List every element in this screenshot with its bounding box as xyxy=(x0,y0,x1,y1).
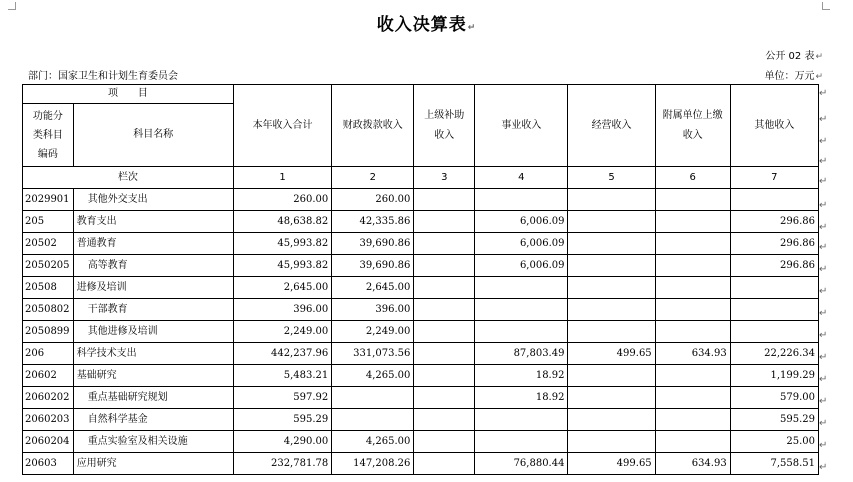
subject-name-cell: 其他外交支出 xyxy=(73,189,233,211)
col-num-2: 2 xyxy=(332,167,414,189)
value-cell-col-3 xyxy=(414,233,475,255)
subject-name-cell: 重点实验室及相关设施 xyxy=(73,431,233,453)
subject-name-cell: 重点基础研究规划 xyxy=(73,387,233,409)
value-cell-col-4 xyxy=(475,277,568,299)
value-cell-col-3 xyxy=(414,299,475,321)
value-cell-col-4 xyxy=(475,299,568,321)
table-row xyxy=(23,277,819,299)
col-num-5: 5 xyxy=(568,167,655,189)
value-cell-col-7: 296.86 xyxy=(730,233,818,255)
subject-name-cell: 基础研究 xyxy=(73,365,233,387)
func-code-cell: 2050205 xyxy=(23,255,74,277)
value-cell-col-5 xyxy=(568,409,655,431)
value-cell-col-3 xyxy=(414,387,475,409)
value-cell-col-4 xyxy=(475,321,568,343)
paragraph-mark: ↵ xyxy=(819,308,828,319)
form-number: 公开 02 表↵ xyxy=(765,51,823,62)
table-row xyxy=(23,431,819,453)
value-cell-col-6: 634.93 xyxy=(655,343,730,365)
crop-mark-top-left xyxy=(8,2,16,10)
paragraph-mark: ↵ xyxy=(819,418,828,429)
paragraph-mark: ↵ xyxy=(819,264,828,275)
value-cell-col-6 xyxy=(655,211,730,233)
table-row xyxy=(23,233,819,255)
value-cell-col-2: 396.00 xyxy=(332,299,414,321)
value-cell-col-5 xyxy=(568,211,655,233)
value-cell-col-1: 232,781.78 xyxy=(233,453,331,475)
subject-name-cell: 应用研究 xyxy=(73,453,233,475)
value-cell-col-4: 18.92 xyxy=(475,365,568,387)
col-num-6: 6 xyxy=(655,167,730,189)
value-cell-col-7 xyxy=(730,277,818,299)
value-cell-col-5 xyxy=(568,189,655,211)
table-row xyxy=(23,453,819,475)
subject-name-cell: 自然科学基金 xyxy=(73,409,233,431)
value-cell-col-3 xyxy=(414,365,475,387)
value-cell-col-3 xyxy=(414,277,475,299)
value-cell-col-5 xyxy=(568,233,655,255)
value-cell-col-5: 499.65 xyxy=(568,343,655,365)
func-code-cell: 206 xyxy=(23,343,74,365)
value-cell-col-5 xyxy=(568,255,655,277)
value-cell-col-4: 76,880.44 xyxy=(475,453,568,475)
subject-name-cell: 教育支出 xyxy=(73,211,233,233)
subject-name-cell: 科学技术支出 xyxy=(73,343,233,365)
paragraph-mark: ↵ xyxy=(819,374,828,385)
value-cell-col-4 xyxy=(475,409,568,431)
paragraph-mark: ↵ xyxy=(819,136,828,147)
header-total: 本年收入合计 xyxy=(233,85,331,167)
value-cell-col-5 xyxy=(568,387,655,409)
value-cell-col-2: 39,690.86 xyxy=(332,233,414,255)
table-row xyxy=(23,211,819,233)
header-xiangmu: 项 目 xyxy=(23,85,234,104)
header-operating: 经营收入 xyxy=(568,85,655,167)
value-cell-col-2: 147,208.26 xyxy=(332,453,414,475)
header-other: 其他收入 xyxy=(730,85,818,167)
paragraph-mark: ↵ xyxy=(819,440,828,451)
paragraph-mark: ↵ xyxy=(819,396,828,407)
subject-name-cell: 进修及培训 xyxy=(73,277,233,299)
value-cell-col-7 xyxy=(730,299,818,321)
paragraph-mark: ↵ xyxy=(819,114,828,125)
func-code-cell: 2029901 xyxy=(23,189,74,211)
value-cell-col-3 xyxy=(414,453,475,475)
paragraph-mark: ↵ xyxy=(819,88,828,99)
table-row xyxy=(23,409,819,431)
value-cell-col-1: 442,237.96 xyxy=(233,343,331,365)
income-table xyxy=(22,84,819,475)
subject-name-cell: 干部教育 xyxy=(73,299,233,321)
col-num-1: 1 xyxy=(233,167,331,189)
value-cell-col-1: 45,993.82 xyxy=(233,233,331,255)
value-cell-col-1: 48,638.82 xyxy=(233,211,331,233)
value-cell-col-1: 597.92 xyxy=(233,387,331,409)
subject-name-cell: 普通教育 xyxy=(73,233,233,255)
value-cell-col-4: 6,006.09 xyxy=(475,233,568,255)
value-cell-col-2: 331,073.56 xyxy=(332,343,414,365)
value-cell-col-5 xyxy=(568,277,655,299)
paragraph-mark: ↵ xyxy=(819,330,828,341)
value-cell-col-2: 4,265.00 xyxy=(332,431,414,453)
paragraph-mark: ↵ xyxy=(819,462,828,473)
value-cell-col-4: 18.92 xyxy=(475,387,568,409)
func-code-cell: 2050802 xyxy=(23,299,74,321)
value-cell-col-7: 1,199.29 xyxy=(730,365,818,387)
document-title: 收入决算表↵ xyxy=(376,15,477,35)
value-cell-col-1: 5,483.21 xyxy=(233,365,331,387)
value-cell-col-6 xyxy=(655,277,730,299)
table-row xyxy=(23,299,819,321)
value-cell-col-1: 45,993.82 xyxy=(233,255,331,277)
value-cell-col-3 xyxy=(414,409,475,431)
value-cell-col-6 xyxy=(655,321,730,343)
value-cell-col-5 xyxy=(568,321,655,343)
value-cell-col-6 xyxy=(655,387,730,409)
value-cell-col-3 xyxy=(414,343,475,365)
header-row-1 xyxy=(23,85,819,104)
value-cell-col-3 xyxy=(414,189,475,211)
value-cell-col-4: 87,803.49 xyxy=(475,343,568,365)
value-cell-col-2 xyxy=(332,387,414,409)
table-row xyxy=(23,189,819,211)
value-cell-col-6 xyxy=(655,255,730,277)
value-cell-col-6 xyxy=(655,233,730,255)
value-cell-col-2: 39,690.86 xyxy=(332,255,414,277)
value-cell-col-6 xyxy=(655,189,730,211)
col-num-7: 7 xyxy=(730,167,818,189)
paragraph-mark: ↵ xyxy=(819,352,828,363)
value-cell-col-7: 296.86 xyxy=(730,211,818,233)
value-cell-col-1: 396.00 xyxy=(233,299,331,321)
value-cell-col-2 xyxy=(332,409,414,431)
value-cell-col-7: 25.00 xyxy=(730,431,818,453)
value-cell-col-4: 6,006.09 xyxy=(475,255,568,277)
func-code-cell: 2060204 xyxy=(23,431,74,453)
department-label: 部门：国家卫生和计划生育委员会 xyxy=(28,71,178,82)
func-code-cell: 205 xyxy=(23,211,74,233)
row-label-lanci: 栏次 xyxy=(23,167,234,189)
crop-mark-top-right xyxy=(822,2,830,10)
value-cell-col-7: 22,226.34 xyxy=(730,343,818,365)
header-business: 事业收入 xyxy=(475,85,568,167)
value-cell-col-2: 2,249.00 xyxy=(332,321,414,343)
table-row xyxy=(23,343,819,365)
col-num-3: 3 xyxy=(414,167,475,189)
value-cell-col-1: 2,645.00 xyxy=(233,277,331,299)
paragraph-mark: ↵ xyxy=(819,176,828,187)
value-cell-col-2: 4,265.00 xyxy=(332,365,414,387)
paragraph-mark: ↵ xyxy=(819,242,828,253)
value-cell-col-6 xyxy=(655,365,730,387)
value-cell-col-6 xyxy=(655,409,730,431)
func-code-cell: 2050899 xyxy=(23,321,74,343)
value-cell-col-2: 2,645.00 xyxy=(332,277,414,299)
func-code-cell: 20502 xyxy=(23,233,74,255)
header-fiscal: 财政拨款收入 xyxy=(332,85,414,167)
value-cell-col-7 xyxy=(730,189,818,211)
table-body xyxy=(23,189,819,475)
value-cell-col-1: 260.00 xyxy=(233,189,331,211)
header-subject-name: 科目名称 xyxy=(73,104,233,167)
value-cell-col-6 xyxy=(655,431,730,453)
table-row xyxy=(23,365,819,387)
value-cell-col-5 xyxy=(568,431,655,453)
paragraph-mark: ↵ xyxy=(819,200,828,211)
header-func-code: 功能分 类科目 编码 xyxy=(23,104,74,167)
paragraph-mark: ↵ xyxy=(819,222,828,233)
value-cell-col-7: 7,558.51 xyxy=(730,453,818,475)
value-cell-col-3 xyxy=(414,211,475,233)
value-cell-col-7 xyxy=(730,321,818,343)
value-cell-col-6 xyxy=(655,299,730,321)
table-row xyxy=(23,255,819,277)
value-cell-col-7: 595.29 xyxy=(730,409,818,431)
header-superior: 上级补助 收入 xyxy=(414,85,475,167)
value-cell-col-3 xyxy=(414,431,475,453)
subject-name-cell: 高等教育 xyxy=(73,255,233,277)
value-cell-col-1: 2,249.00 xyxy=(233,321,331,343)
value-cell-col-5 xyxy=(568,365,655,387)
value-cell-col-5 xyxy=(568,299,655,321)
func-code-cell: 20603 xyxy=(23,453,74,475)
value-cell-col-7: 579.00 xyxy=(730,387,818,409)
func-code-cell: 2060203 xyxy=(23,409,74,431)
value-cell-col-2: 42,335.86 xyxy=(332,211,414,233)
unit-label: 单位：万元↵ xyxy=(764,71,823,82)
paragraph-mark: ↵ xyxy=(819,286,828,297)
func-code-cell: 20602 xyxy=(23,365,74,387)
col-num-4: 4 xyxy=(475,167,568,189)
value-cell-col-1: 595.29 xyxy=(233,409,331,431)
func-code-cell: 20508 xyxy=(23,277,74,299)
table-row xyxy=(23,387,819,409)
header-affiliated: 附属单位上缴 收入 xyxy=(655,85,730,167)
value-cell-col-4 xyxy=(475,431,568,453)
table-row xyxy=(23,321,819,343)
value-cell-col-2: 260.00 xyxy=(332,189,414,211)
value-cell-col-4 xyxy=(475,189,568,211)
subject-name-cell: 其他进修及培训 xyxy=(73,321,233,343)
value-cell-col-4: 6,006.09 xyxy=(475,211,568,233)
value-cell-col-3 xyxy=(414,255,475,277)
column-number-row xyxy=(23,167,819,189)
paragraph-mark: ↵ xyxy=(819,156,828,167)
value-cell-col-6: 634.93 xyxy=(655,453,730,475)
value-cell-col-1: 4,290.00 xyxy=(233,431,331,453)
value-cell-col-7: 296.86 xyxy=(730,255,818,277)
func-code-cell: 2060202 xyxy=(23,387,74,409)
value-cell-col-5: 499.65 xyxy=(568,453,655,475)
value-cell-col-3 xyxy=(414,321,475,343)
